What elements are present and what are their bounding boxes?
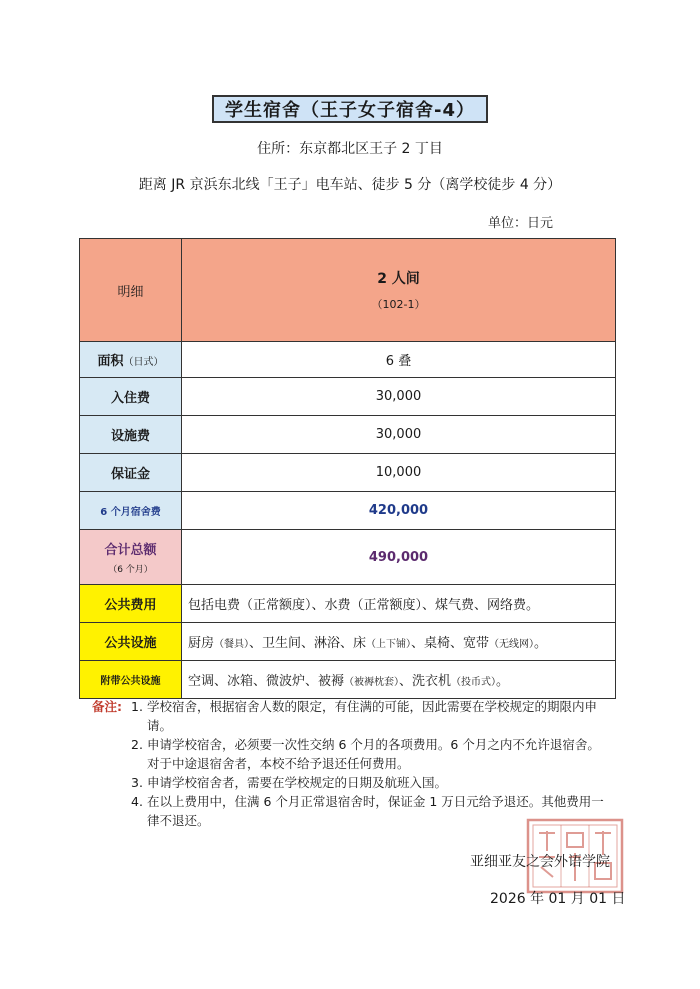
notes-heading: 备注: — [92, 699, 122, 714]
address-line: 住所：东京都北区王子 2 丁目 — [257, 141, 443, 157]
room-code: （102-1） — [371, 298, 426, 311]
table-row — [80, 492, 616, 530]
room-type-header — [182, 239, 616, 342]
deposit-value: 10,000 — [182, 454, 616, 492]
table-row — [80, 454, 616, 492]
rent-6-months-value: 420,000 — [182, 492, 616, 530]
area-label: 面积（日式） — [80, 342, 182, 378]
table-row — [80, 342, 616, 378]
public-facility-label: 公共设施 — [80, 623, 182, 661]
note-item: 1. 学校宿舍，根据宿舍人数的限定，有住满的可能，因此需要在学校规定的期限内申请。 — [131, 699, 598, 733]
total-label: 合计总额 （6 个月） — [80, 530, 182, 585]
notes-list — [131, 697, 611, 830]
fee-table — [79, 238, 616, 699]
move-in-fee-value: 30,000 — [182, 378, 616, 416]
issue-date: 2026 年 01 月 01 日 — [490, 891, 626, 907]
note-item: 4. 在以上费用中，住满 6 个月正常退宿舍时，保证金 1 万日元给予退还。其他费用一律不退还。 — [131, 794, 604, 828]
public-fee-text: 包括电费（正常额度）、水费（正常额度）、煤气费、网络费。 — [182, 585, 616, 623]
rent-6-months-label: 6 个月宿舍费 — [80, 492, 182, 530]
extra-facility-text: 空调、冰箱、微波炉、被褥（被褥枕套）、洗衣机（投币式）。 — [182, 661, 616, 699]
table-row — [80, 416, 616, 454]
table-row — [80, 585, 616, 623]
table-row — [80, 378, 616, 416]
table-header-row — [80, 239, 616, 342]
table-row — [80, 661, 616, 699]
extra-facility-label: 附带公共设施 — [80, 661, 182, 699]
page-title: 学生宿舍（王子女子宿舍-4） — [225, 100, 475, 121]
facility-fee-label: 设施费 — [80, 416, 182, 454]
school-name: 亚细亚友之会外语学院 — [470, 854, 610, 870]
distance-line: 距离 JR 京浜东北线「王子」电车站、徒步 5 分（离学校徒步 4 分） — [138, 177, 562, 193]
table-row — [80, 623, 616, 661]
room-type: 2 人间 — [377, 271, 420, 287]
facility-fee-value: 30,000 — [182, 416, 616, 454]
total-value: 490,000 — [182, 530, 616, 585]
currency-unit: 单位：日元 — [488, 216, 554, 231]
move-in-fee-label: 入住费 — [80, 378, 182, 416]
deposit-label: 保证金 — [80, 454, 182, 492]
public-fee-label: 公共费用 — [80, 585, 182, 623]
note-item: 3. 申请学校宿舍者，需要在学校规定的日期及航班入国。 — [131, 775, 448, 790]
detail-header: 明细 — [80, 239, 182, 342]
page-title-box — [212, 95, 488, 123]
total-row — [80, 530, 616, 585]
note-item: 2. 申请学校宿舍，必须要一次性交纳 6 个月的各项费用。6 个月之内不允许退宿舍。对于中途退宿舍者，本校不给予退还任何费用。 — [131, 737, 600, 771]
area-value: 6 叠 — [182, 342, 616, 378]
public-facility-text: 厨房（餐具）、卫生间、淋浴、床（上下铺）、桌椅、宽带（无线网）。 — [182, 623, 616, 661]
